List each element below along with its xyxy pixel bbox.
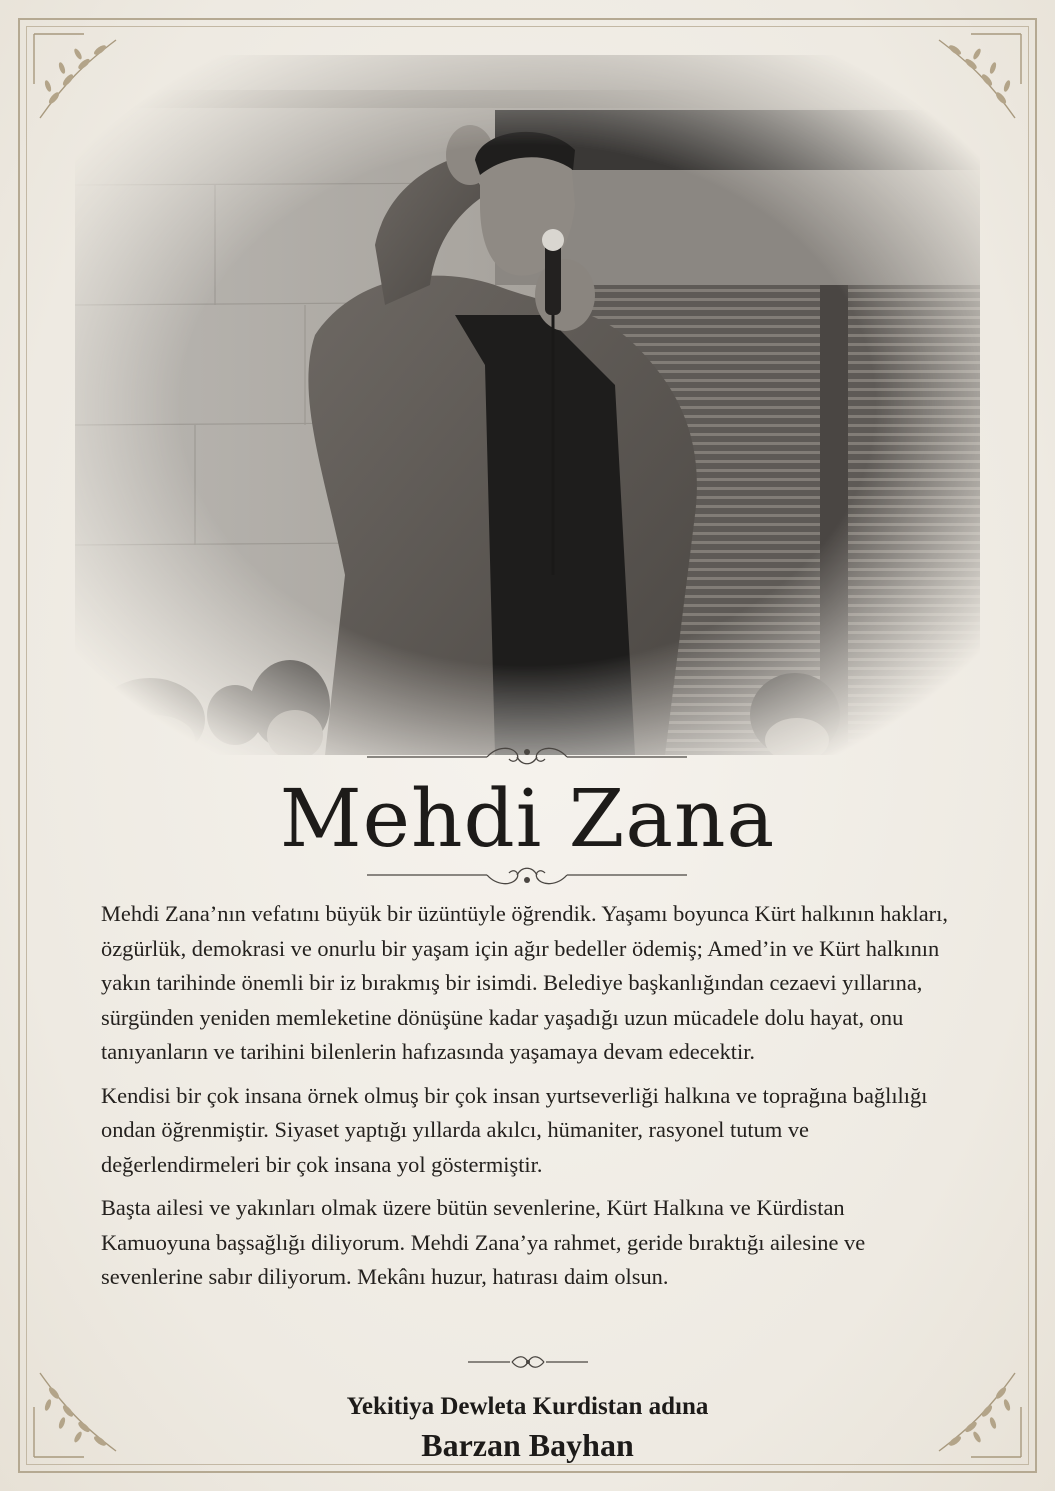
- signature-name: Barzan Bayhan: [421, 1427, 634, 1463]
- page-title: Mehdi Zana: [279, 772, 776, 865]
- scroll-divider-icon: [367, 742, 687, 772]
- scroll-divider-icon: [367, 860, 687, 890]
- small-divider-icon: [468, 1353, 588, 1371]
- portrait-photo-icon: [75, 55, 980, 755]
- signature-organization: Yekitiya Dewleta Kurdistan adına: [346, 1393, 709, 1420]
- paragraph: Kendisi bir çok insana örnek olmuş bir çok insan yurtseverliği halkına ve toprağına bağlılığı ondan öğrenmiştir. Siyaset yaptığı yıllarda akılcı, hümaniter, rasyonel tutum ve değerlendirmeleri bir çok insana yol göstermiştir.: [101, 1082, 928, 1177]
- paragraph: Mehdi Zana’nın vefatını büyük bir üzüntüyle öğrendik. Yaşamı boyunca Kürt halkının hakları, özgürlük, demokrasi ve onurlu bir yaşam için ağır bedeller ödemiş; Amed’in ve Kürt halkının yakın tarihinde önemli bir iz bırakmış bir isimdi. Belediye başkanlığından cezaevi yıllarına, sürgünden yeniden memleketine dönüşüne kadar yaşadığı uzun mücadele dolu hayat, onu tanıyanların ve tarihini bilenlerin hafızasında yaşamaya devam edecektir.: [101, 901, 948, 1064]
- condolence-message: [101, 897, 959, 1304]
- portrait-photo: [75, 55, 980, 755]
- paragraph: Başta ailesi ve yakınları olmak üzere bütün sevenlerine, Kürt Halkına ve Kürdistan Kamuoyuna başsağlığı diliyorum. Mehdi Zana’ya rahmet, geride bıraktığı ailesine ve sevenlerine sabır diliyorum. Mekânı huzur, hatırası daim olsun.: [101, 1195, 866, 1289]
